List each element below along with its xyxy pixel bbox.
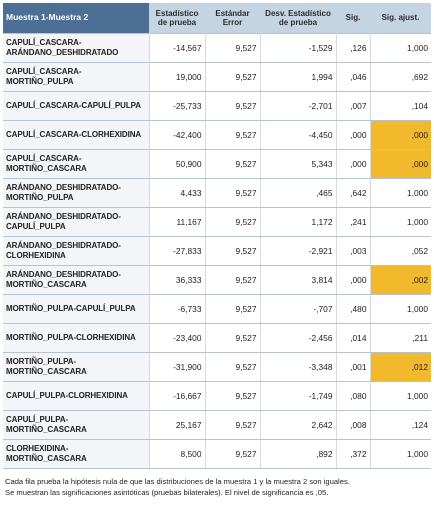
cell-test-statistic: -31,900 bbox=[149, 352, 205, 381]
cell-standard-error: 9,527 bbox=[205, 236, 260, 265]
cell-standard-error: 9,527 bbox=[205, 410, 260, 439]
cell-test-statistic: -16,667 bbox=[149, 381, 205, 410]
cell-sig: ,008 bbox=[336, 410, 370, 439]
header-adjusted-sig[interactable]: Sig. ajust. bbox=[370, 3, 431, 33]
cell-standard-error: 9,527 bbox=[205, 294, 260, 323]
cell-standard-error: 9,527 bbox=[205, 265, 260, 294]
cell-adjusted-sig: ,124 bbox=[370, 410, 431, 439]
cell-standard-error: 9,527 bbox=[205, 178, 260, 207]
cell-pair: MORTIÑO_PULPA-MORTIÑO_CASCARA bbox=[3, 352, 149, 381]
cell-standard-error: 9,527 bbox=[205, 33, 260, 62]
cell-pair: CAPULÍ_CASCARA-ARÁNDANO_DESHIDRATADO bbox=[3, 33, 149, 62]
cell-std-test-statistic: 3,814 bbox=[260, 265, 336, 294]
table-row[interactable] bbox=[3, 149, 431, 178]
cell-standard-error: 9,527 bbox=[205, 120, 260, 149]
table-row[interactable] bbox=[3, 120, 431, 149]
cell-std-test-statistic: -2,701 bbox=[260, 91, 336, 120]
cell-test-statistic: -42,400 bbox=[149, 120, 205, 149]
cell-sig: ,642 bbox=[336, 178, 370, 207]
table-footnote bbox=[3, 476, 431, 498]
cell-std-test-statistic: -,707 bbox=[260, 294, 336, 323]
cell-pair: CAPULÍ_CASCARA-MORTIÑO_PULPA bbox=[3, 62, 149, 91]
table-row[interactable] bbox=[3, 207, 431, 236]
cell-adjusted-sig: 1,000 bbox=[370, 33, 431, 62]
cell-adjusted-sig: 1,000 bbox=[370, 381, 431, 410]
header-standard-error[interactable]: Estándar Error bbox=[205, 3, 260, 33]
header-row bbox=[3, 3, 431, 33]
cell-test-statistic: -23,400 bbox=[149, 323, 205, 352]
cell-standard-error: 9,527 bbox=[205, 207, 260, 236]
cell-pair: MORTIÑO_PULPA-CAPULÍ_PULPA bbox=[3, 294, 149, 323]
header-pair[interactable]: Muestra 1-Muestra 2 bbox=[3, 3, 149, 33]
cell-sig: ,241 bbox=[336, 207, 370, 236]
table-row[interactable] bbox=[3, 294, 431, 323]
cell-adjusted-sig: 1,000 bbox=[370, 178, 431, 207]
cell-adjusted-sig: ,052 bbox=[370, 236, 431, 265]
cell-pair: ARÁNDANO_DESHIDRATADO-CAPULÍ_PULPA bbox=[3, 207, 149, 236]
cell-sig: ,126 bbox=[336, 33, 370, 62]
footnote-line-1: Cada fila prueba la hipótesis nula de que las distribuciones de la muestra 1 y la muestra 2 son iguales. bbox=[5, 476, 350, 486]
cell-sig: ,480 bbox=[336, 294, 370, 323]
cell-test-statistic: 19,000 bbox=[149, 62, 205, 91]
table-row[interactable] bbox=[3, 323, 431, 352]
cell-standard-error: 9,527 bbox=[205, 91, 260, 120]
cell-standard-error: 9,527 bbox=[205, 352, 260, 381]
cell-test-statistic: 50,900 bbox=[149, 149, 205, 178]
cell-std-test-statistic: ,465 bbox=[260, 178, 336, 207]
cell-sig: ,000 bbox=[336, 265, 370, 294]
cell-test-statistic: -25,733 bbox=[149, 91, 205, 120]
table-body bbox=[3, 33, 431, 468]
cell-sig: ,000 bbox=[336, 120, 370, 149]
cell-adjusted-sig: ,211 bbox=[370, 323, 431, 352]
cell-std-test-statistic: -1,529 bbox=[260, 33, 336, 62]
cell-sig: ,080 bbox=[336, 381, 370, 410]
cell-sig: ,001 bbox=[336, 352, 370, 381]
cell-standard-error: 9,527 bbox=[205, 149, 260, 178]
table-row[interactable] bbox=[3, 381, 431, 410]
cell-test-statistic: -6,733 bbox=[149, 294, 205, 323]
cell-pair: CAPULÍ_CASCARA-MORTIÑO_CASCARA bbox=[3, 149, 149, 178]
table-row[interactable] bbox=[3, 410, 431, 439]
cell-standard-error: 9,527 bbox=[205, 439, 260, 468]
table-row[interactable] bbox=[3, 91, 431, 120]
cell-standard-error: 9,527 bbox=[205, 323, 260, 352]
cell-pair: CAPULÍ_PULPA-CLORHEXIDINA bbox=[3, 381, 149, 410]
cell-adjusted-sig: ,000 bbox=[370, 149, 431, 178]
cell-standard-error: 9,527 bbox=[205, 381, 260, 410]
cell-pair: MORTIÑO_PULPA-CLORHEXIDINA bbox=[3, 323, 149, 352]
cell-test-statistic: -14,567 bbox=[149, 33, 205, 62]
cell-std-test-statistic: ,892 bbox=[260, 439, 336, 468]
cell-sig: ,046 bbox=[336, 62, 370, 91]
header-sig[interactable]: Sig. bbox=[336, 3, 370, 33]
cell-std-test-statistic: -1,749 bbox=[260, 381, 336, 410]
cell-test-statistic: 11,167 bbox=[149, 207, 205, 236]
cell-std-test-statistic: -4,450 bbox=[260, 120, 336, 149]
table-row[interactable] bbox=[3, 439, 431, 468]
header-test-statistic[interactable]: Estadístico de prueba bbox=[149, 3, 205, 33]
cell-pair: ARÁNDANO_DESHIDRATADO-CLORHEXIDINA bbox=[3, 236, 149, 265]
cell-sig: ,000 bbox=[336, 149, 370, 178]
table-row[interactable] bbox=[3, 265, 431, 294]
cell-pair: ARÁNDANO_DESHIDRATADO-MORTIÑO_CASCARA bbox=[3, 265, 149, 294]
cell-std-test-statistic: -2,921 bbox=[260, 236, 336, 265]
cell-std-test-statistic: -3,348 bbox=[260, 352, 336, 381]
cell-test-statistic: 4,433 bbox=[149, 178, 205, 207]
cell-pair: CAPULÍ_CASCARA-CLORHEXIDINA bbox=[3, 120, 149, 149]
cell-std-test-statistic: 5,343 bbox=[260, 149, 336, 178]
pairwise-comparison-table bbox=[3, 3, 431, 469]
cell-adjusted-sig: ,002 bbox=[370, 265, 431, 294]
table-row[interactable] bbox=[3, 236, 431, 265]
cell-test-statistic: 36,333 bbox=[149, 265, 205, 294]
cell-test-statistic: -27,833 bbox=[149, 236, 205, 265]
cell-std-test-statistic: -2,456 bbox=[260, 323, 336, 352]
cell-adjusted-sig: 1,000 bbox=[370, 207, 431, 236]
cell-pair: CAPULÍ_CASCARA-CAPULÍ_PULPA bbox=[3, 91, 149, 120]
cell-adjusted-sig: 1,000 bbox=[370, 439, 431, 468]
cell-test-statistic: 8,500 bbox=[149, 439, 205, 468]
table-row[interactable] bbox=[3, 62, 431, 91]
table-row[interactable] bbox=[3, 352, 431, 381]
cell-standard-error: 9,527 bbox=[205, 62, 260, 91]
cell-std-test-statistic: 1,994 bbox=[260, 62, 336, 91]
cell-std-test-statistic: 1,172 bbox=[260, 207, 336, 236]
table-row[interactable] bbox=[3, 178, 431, 207]
cell-adjusted-sig: 1,000 bbox=[370, 294, 431, 323]
cell-pair: CLORHEXIDINA-MORTIÑO_CASCARA bbox=[3, 439, 149, 468]
footnote-line-2: Se muestran las significaciones asintóticas (pruebas bilaterales). El nivel de significancia es ,05. bbox=[5, 487, 329, 497]
header-std-test-statistic[interactable]: Desv. Estadístico de prueba bbox=[260, 3, 336, 33]
pairwise-comparison-panel bbox=[3, 3, 431, 498]
table-row[interactable] bbox=[3, 33, 431, 62]
table-header bbox=[3, 3, 431, 33]
cell-std-test-statistic: 2,642 bbox=[260, 410, 336, 439]
cell-sig: ,372 bbox=[336, 439, 370, 468]
cell-sig: ,003 bbox=[336, 236, 370, 265]
cell-pair: ARÁNDANO_DESHIDRATADO-MORTIÑO_PULPA bbox=[3, 178, 149, 207]
cell-adjusted-sig: ,104 bbox=[370, 91, 431, 120]
cell-pair: CAPULÍ_PULPA-MORTIÑO_CASCARA bbox=[3, 410, 149, 439]
cell-sig: ,007 bbox=[336, 91, 370, 120]
cell-test-statistic: 25,167 bbox=[149, 410, 205, 439]
cell-adjusted-sig: ,692 bbox=[370, 62, 431, 91]
cell-sig: ,014 bbox=[336, 323, 370, 352]
cell-adjusted-sig: ,000 bbox=[370, 120, 431, 149]
cell-adjusted-sig: ,012 bbox=[370, 352, 431, 381]
